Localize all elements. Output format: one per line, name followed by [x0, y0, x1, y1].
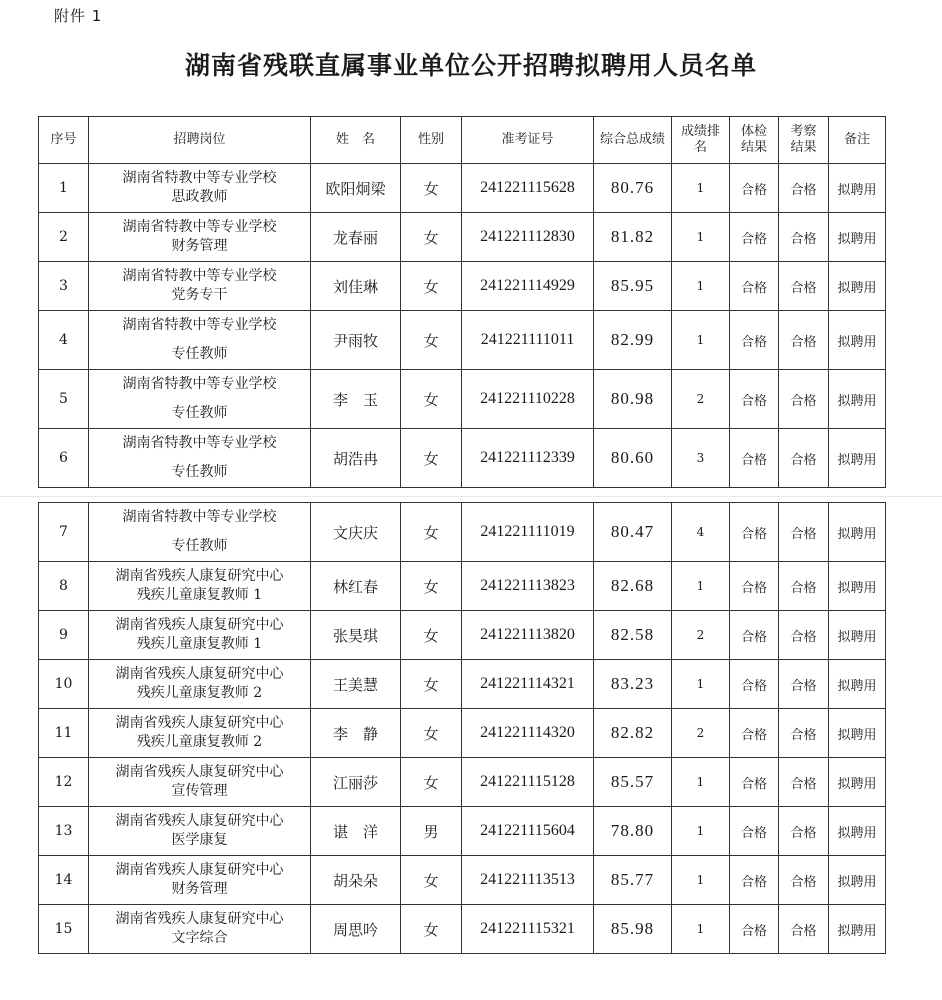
row-number: 3	[39, 262, 89, 311]
row-remark: 拟聘用	[829, 660, 886, 709]
post-position: 专任教师	[171, 538, 228, 554]
post-position: 残疾儿童康复教师 2	[136, 734, 263, 750]
row-number: 1	[39, 164, 89, 213]
table-row	[39, 562, 886, 611]
table-row	[39, 807, 886, 856]
row-remark: 拟聘用	[829, 370, 886, 429]
row-medical-result: 合格	[730, 905, 779, 954]
row-number: 12	[39, 758, 89, 807]
row-number: 5	[39, 370, 89, 429]
row-number: 10	[39, 660, 89, 709]
row-name: 李 静	[311, 709, 401, 758]
row-remark: 拟聘用	[829, 856, 886, 905]
row-medical-result: 合格	[730, 807, 779, 856]
row-remark: 拟聘用	[829, 429, 886, 488]
header-name: 姓 名	[311, 117, 401, 164]
row-remark: 拟聘用	[829, 905, 886, 954]
row-name: 欧阳炯梁	[311, 164, 401, 213]
row-post	[89, 262, 311, 311]
row-name: 李 玉	[311, 370, 401, 429]
post-position: 思政教师	[171, 189, 228, 205]
attachment-label: 附件 1	[54, 7, 103, 25]
header-score: 综合总成绩	[594, 117, 672, 164]
row-medical-result: 合格	[730, 660, 779, 709]
row-gender: 女	[401, 370, 462, 429]
table-row	[39, 429, 886, 488]
row-remark: 拟聘用	[829, 562, 886, 611]
row-name: 林红春	[311, 562, 401, 611]
page-title: 湖南省残联直属事业单位公开招聘拟聘用人员名单	[184, 51, 757, 80]
row-number: 9	[39, 611, 89, 660]
post-position: 残疾儿童康复教师 2	[136, 685, 263, 701]
row-ticket-number: 241221110228	[462, 370, 594, 429]
row-name: 刘佳琳	[311, 262, 401, 311]
row-medical-result: 合格	[730, 370, 779, 429]
row-total-score: 81.82	[594, 213, 672, 262]
row-post	[89, 856, 311, 905]
row-rank: 1	[672, 164, 730, 213]
post-position: 文字综合	[171, 930, 228, 946]
row-medical-result: 合格	[730, 709, 779, 758]
row-name: 周思吟	[311, 905, 401, 954]
row-ticket-number: 241221111011	[462, 311, 594, 370]
row-total-score: 80.98	[594, 370, 672, 429]
row-review-result: 合格	[779, 503, 829, 562]
row-number: 13	[39, 807, 89, 856]
row-ticket-number: 241221112830	[462, 213, 594, 262]
row-review-result: 合格	[779, 311, 829, 370]
post-position: 残疾儿童康复教师 1	[136, 587, 263, 603]
row-medical-result: 合格	[730, 311, 779, 370]
row-review-result: 合格	[779, 213, 829, 262]
row-rank: 2	[672, 611, 730, 660]
post-unit: 湖南省残疾人康复研究中心	[115, 666, 284, 682]
row-gender: 女	[401, 758, 462, 807]
row-rank: 2	[672, 709, 730, 758]
row-medical-result: 合格	[730, 856, 779, 905]
row-name: 胡浩冉	[311, 429, 401, 488]
post-unit: 湖南省特教中等专业学校	[122, 219, 277, 235]
row-post	[89, 429, 311, 488]
header-rank: 成绩排名	[672, 117, 730, 164]
row-gender: 女	[401, 709, 462, 758]
row-post	[89, 311, 311, 370]
roster-table-page-2	[38, 502, 886, 954]
row-review-result: 合格	[779, 611, 829, 660]
row-total-score: 83.23	[594, 660, 672, 709]
row-review-result: 合格	[779, 660, 829, 709]
post-position: 残疾儿童康复教师 1	[136, 636, 263, 652]
row-rank: 1	[672, 660, 730, 709]
row-gender: 女	[401, 503, 462, 562]
row-number: 14	[39, 856, 89, 905]
row-number: 8	[39, 562, 89, 611]
row-remark: 拟聘用	[829, 262, 886, 311]
row-total-score: 80.47	[594, 503, 672, 562]
table-row	[39, 856, 886, 905]
row-ticket-number: 241221115321	[462, 905, 594, 954]
row-remark: 拟聘用	[829, 164, 886, 213]
row-total-score: 82.82	[594, 709, 672, 758]
row-rank: 1	[672, 311, 730, 370]
table-row	[39, 709, 886, 758]
post-unit: 湖南省特教中等专业学校	[122, 376, 277, 392]
row-total-score: 80.76	[594, 164, 672, 213]
header-review: 考察结果	[779, 117, 829, 164]
post-position: 党务专干	[171, 287, 228, 303]
row-review-result: 合格	[779, 562, 829, 611]
row-name: 谌 洋	[311, 807, 401, 856]
row-total-score: 78.80	[594, 807, 672, 856]
post-unit: 湖南省残疾人康复研究中心	[115, 617, 284, 633]
header-gender: 性别	[401, 117, 462, 164]
row-review-result: 合格	[779, 370, 829, 429]
row-review-result: 合格	[779, 807, 829, 856]
row-post	[89, 905, 311, 954]
row-number: 7	[39, 503, 89, 562]
row-ticket-number: 241221113823	[462, 562, 594, 611]
row-post	[89, 709, 311, 758]
roster-body-page-2	[39, 503, 886, 954]
row-remark: 拟聘用	[829, 807, 886, 856]
row-review-result: 合格	[779, 709, 829, 758]
post-unit: 湖南省特教中等专业学校	[122, 509, 277, 525]
roster-table-page-1	[38, 116, 886, 488]
row-number: 2	[39, 213, 89, 262]
row-ticket-number: 241221112339	[462, 429, 594, 488]
row-name: 张昊琪	[311, 611, 401, 660]
row-total-score: 85.95	[594, 262, 672, 311]
row-name: 龙春丽	[311, 213, 401, 262]
table-row	[39, 758, 886, 807]
row-name: 尹雨牧	[311, 311, 401, 370]
row-remark: 拟聘用	[829, 709, 886, 758]
row-medical-result: 合格	[730, 758, 779, 807]
header-exam: 体检结果	[730, 117, 779, 164]
header-post: 招聘岗位	[89, 117, 311, 164]
row-post	[89, 611, 311, 660]
post-unit: 湖南省残疾人康复研究中心	[115, 862, 284, 878]
row-post	[89, 164, 311, 213]
post-unit: 湖南省残疾人康复研究中心	[115, 764, 284, 780]
row-number: 4	[39, 311, 89, 370]
header-row	[39, 117, 886, 164]
row-number: 15	[39, 905, 89, 954]
row-gender: 女	[401, 262, 462, 311]
row-gender: 女	[401, 311, 462, 370]
header-ticket: 准考证号	[462, 117, 594, 164]
row-post	[89, 758, 311, 807]
post-unit: 湖南省特教中等专业学校	[122, 268, 277, 284]
row-remark: 拟聘用	[829, 758, 886, 807]
row-ticket-number: 241221113513	[462, 856, 594, 905]
row-medical-result: 合格	[730, 611, 779, 660]
post-unit: 湖南省残疾人康复研究中心	[115, 568, 284, 584]
row-name: 胡朵朵	[311, 856, 401, 905]
header-no: 序号	[39, 117, 89, 164]
row-total-score: 85.57	[594, 758, 672, 807]
row-rank: 1	[672, 905, 730, 954]
header-remark: 备注	[829, 117, 886, 164]
row-gender: 女	[401, 856, 462, 905]
post-position: 专任教师	[171, 405, 228, 421]
table-row	[39, 262, 886, 311]
page-break-divider	[0, 496, 942, 497]
table-row	[39, 905, 886, 954]
table-row	[39, 213, 886, 262]
row-total-score: 85.98	[594, 905, 672, 954]
post-position: 宣传管理	[171, 783, 228, 799]
row-review-result: 合格	[779, 262, 829, 311]
row-ticket-number: 241221114929	[462, 262, 594, 311]
post-unit: 湖南省残疾人康复研究中心	[115, 911, 284, 927]
row-post	[89, 807, 311, 856]
row-medical-result: 合格	[730, 262, 779, 311]
row-remark: 拟聘用	[829, 311, 886, 370]
row-gender: 女	[401, 611, 462, 660]
table-row	[39, 503, 886, 562]
row-rank: 1	[672, 856, 730, 905]
roster-body-page-1	[39, 164, 886, 488]
row-post	[89, 503, 311, 562]
row-remark: 拟聘用	[829, 611, 886, 660]
post-unit: 湖南省特教中等专业学校	[122, 435, 277, 451]
table-row	[39, 660, 886, 709]
row-name: 江丽莎	[311, 758, 401, 807]
row-gender: 女	[401, 660, 462, 709]
row-total-score: 82.99	[594, 311, 672, 370]
row-gender: 女	[401, 562, 462, 611]
post-position: 财务管理	[171, 881, 228, 897]
post-unit: 湖南省残疾人康复研究中心	[115, 715, 284, 731]
row-total-score: 85.77	[594, 856, 672, 905]
row-medical-result: 合格	[730, 164, 779, 213]
row-rank: 1	[672, 213, 730, 262]
row-review-result: 合格	[779, 856, 829, 905]
post-position: 专任教师	[171, 346, 228, 362]
row-number: 11	[39, 709, 89, 758]
row-gender: 女	[401, 429, 462, 488]
row-rank: 1	[672, 758, 730, 807]
row-review-result: 合格	[779, 758, 829, 807]
table-row	[39, 370, 886, 429]
row-ticket-number: 241221114320	[462, 709, 594, 758]
row-post	[89, 562, 311, 611]
row-ticket-number: 241221113820	[462, 611, 594, 660]
row-total-score: 82.68	[594, 562, 672, 611]
row-rank: 3	[672, 429, 730, 488]
post-position: 专任教师	[171, 464, 228, 480]
row-total-score: 80.60	[594, 429, 672, 488]
row-review-result: 合格	[779, 905, 829, 954]
row-gender: 女	[401, 164, 462, 213]
row-review-result: 合格	[779, 429, 829, 488]
row-rank: 4	[672, 503, 730, 562]
row-ticket-number: 241221111019	[462, 503, 594, 562]
row-ticket-number: 241221115628	[462, 164, 594, 213]
row-gender: 女	[401, 213, 462, 262]
post-unit: 湖南省特教中等专业学校	[122, 317, 277, 333]
row-name: 王美慧	[311, 660, 401, 709]
post-position: 财务管理	[171, 238, 228, 254]
row-review-result: 合格	[779, 164, 829, 213]
row-rank: 1	[672, 262, 730, 311]
post-unit: 湖南省特教中等专业学校	[122, 170, 277, 186]
row-medical-result: 合格	[730, 503, 779, 562]
row-ticket-number: 241221115128	[462, 758, 594, 807]
row-medical-result: 合格	[730, 429, 779, 488]
post-unit: 湖南省残疾人康复研究中心	[115, 813, 284, 829]
row-medical-result: 合格	[730, 562, 779, 611]
row-post	[89, 213, 311, 262]
row-rank: 1	[672, 807, 730, 856]
row-post	[89, 370, 311, 429]
row-ticket-number: 241221114321	[462, 660, 594, 709]
row-rank: 2	[672, 370, 730, 429]
row-ticket-number: 241221115604	[462, 807, 594, 856]
row-number: 6	[39, 429, 89, 488]
table-row	[39, 311, 886, 370]
table-row	[39, 164, 886, 213]
row-gender: 男	[401, 807, 462, 856]
row-rank: 1	[672, 562, 730, 611]
row-total-score: 82.58	[594, 611, 672, 660]
row-post	[89, 660, 311, 709]
row-name: 文庆庆	[311, 503, 401, 562]
post-position: 医学康复	[171, 832, 228, 848]
row-remark: 拟聘用	[829, 503, 886, 562]
row-medical-result: 合格	[730, 213, 779, 262]
row-remark: 拟聘用	[829, 213, 886, 262]
table-row	[39, 611, 886, 660]
row-gender: 女	[401, 905, 462, 954]
